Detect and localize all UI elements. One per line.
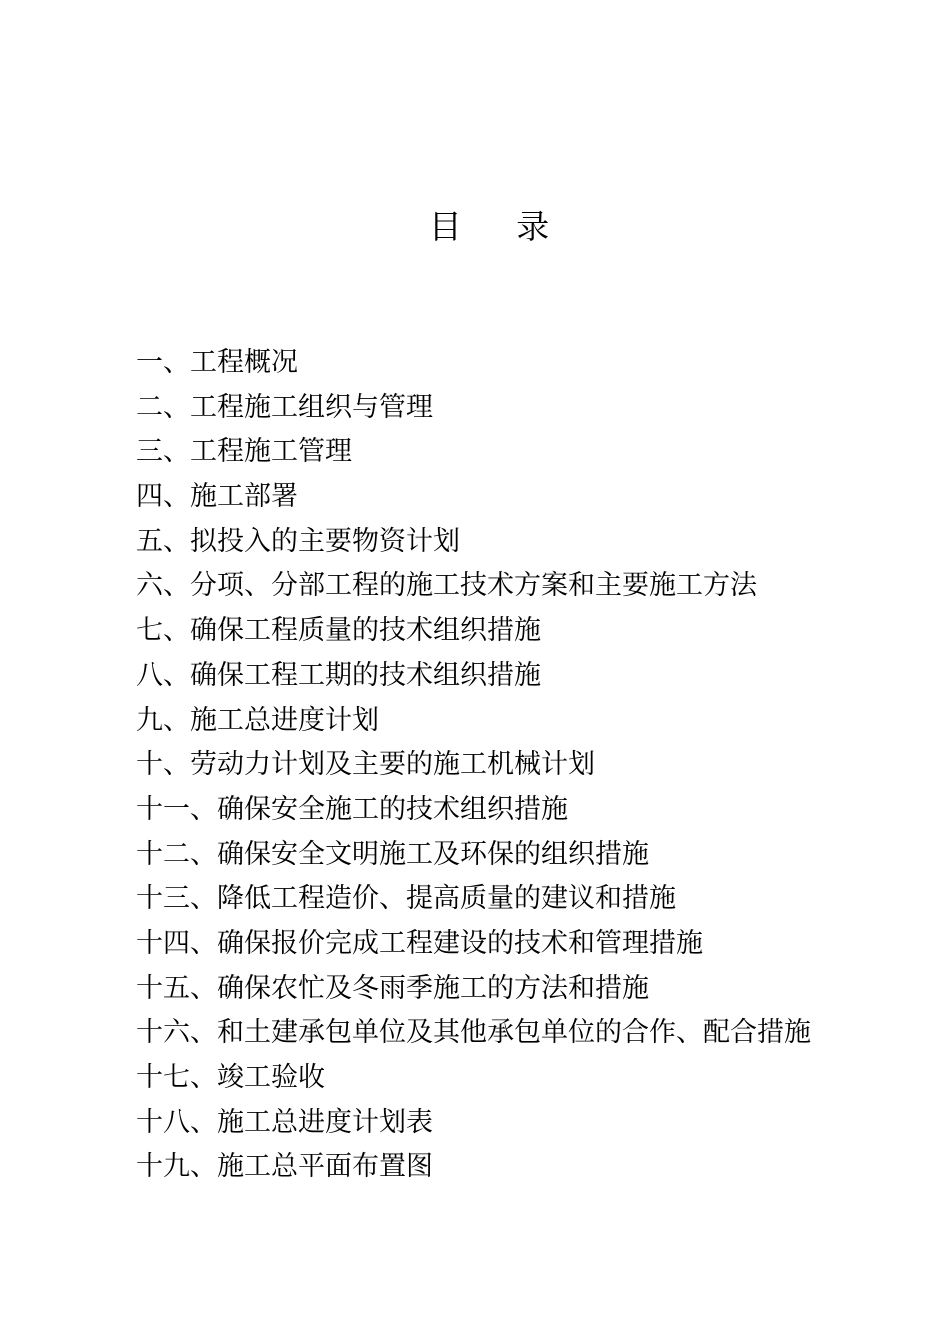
toc-item-15: 十五、确保农忙及冬雨季施工的方法和措施: [136, 972, 649, 1004]
toc-item-12: 十二、确保安全文明施工及环保的组织措施: [136, 838, 649, 870]
toc-item-11: 十一、确保安全施工的技术组织措施: [136, 793, 568, 825]
toc-item-6: 六、分项、分部工程的施工技术方案和主要施工方法: [136, 570, 757, 602]
toc-item-8: 八、确保工程工期的技术组织措施: [136, 659, 541, 691]
toc-item-4: 四、施工部署: [136, 481, 298, 513]
toc-item-2: 二、工程施工组织与管理: [136, 391, 433, 423]
toc-item-17: 十七、竣工验收: [136, 1062, 325, 1093]
page-title: 目 录: [428, 207, 572, 246]
toc-item-19: 十九、施工总平面布置图: [136, 1151, 433, 1183]
toc-item-16: 十六、和土建承包单位及其他承包单位的合作、配合措施: [136, 1017, 811, 1049]
toc-item-14: 十四、确保报价完成工程建设的技术和管理措施: [136, 927, 703, 959]
toc-item-5: 五、拟投入的主要物资计划: [136, 525, 460, 557]
toc-item-13: 十三、降低工程造价、提高质量的建议和措施: [136, 883, 676, 915]
toc-item-3: 三、工程施工管理: [136, 436, 352, 468]
toc-item-18: 十八、施工总进度计划表: [136, 1106, 433, 1138]
table-of-contents: [136, 341, 811, 1190]
toc-item-1: 一、工程概况: [136, 347, 298, 378]
toc-item-10: 十、劳动力计划及主要的施工机械计划: [136, 749, 595, 781]
toc-item-9: 九、施工总进度计划: [136, 704, 379, 736]
toc-item-7: 七、确保工程质量的技术组织措施: [136, 615, 541, 647]
